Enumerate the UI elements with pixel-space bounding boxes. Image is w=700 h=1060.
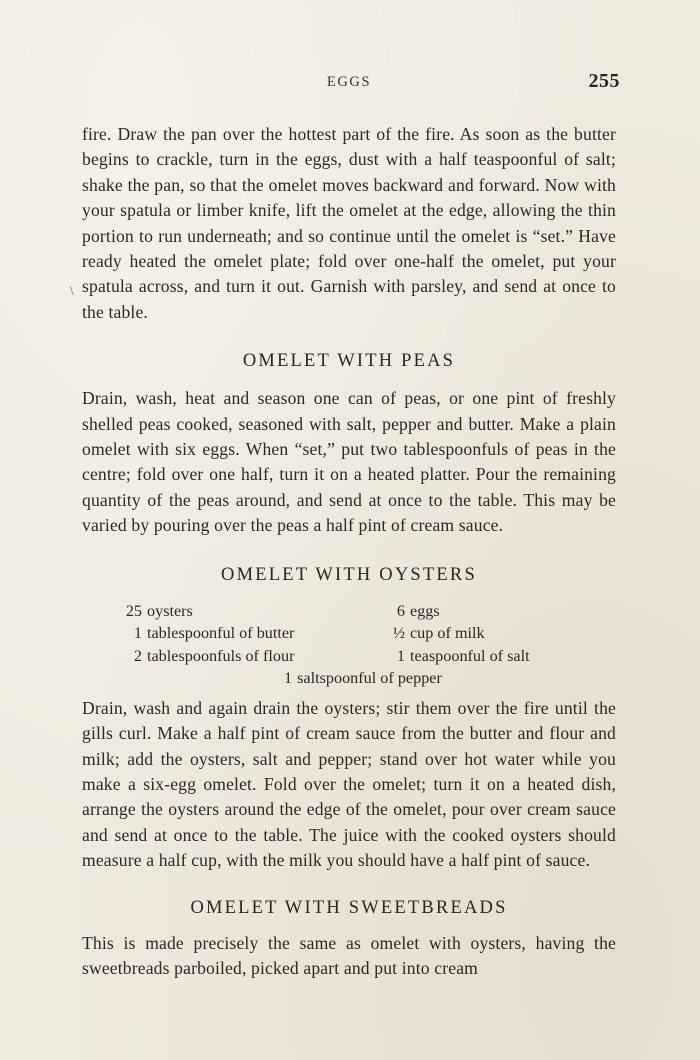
- page-number: 255: [588, 70, 620, 92]
- paragraph-sweetbreads-body: This is made precisely the same as omelet with oysters, having the sweetbreads parboiled, picked apart and put into cream: [82, 932, 616, 978]
- ingredient-name: saltspoonful of pepper: [297, 669, 442, 688]
- page-content: [82, 70, 620, 981]
- ingredient-name: teaspoonful of salt: [410, 646, 530, 665]
- running-head-title: EGGS: [326, 74, 372, 90]
- ingredient-quantity: 1: [284, 669, 293, 688]
- ingredient-row: [82, 622, 616, 645]
- ingredient-list-oysters: [82, 600, 616, 690]
- ingredient-name: cup of milk: [410, 624, 485, 643]
- running-head: [82, 70, 620, 96]
- ingredient-quantity: 1: [133, 624, 142, 643]
- ingredient-quantity: 25: [125, 601, 142, 620]
- recipe-title-omelet-with-oysters: OMELET WITH OYSTERS: [221, 564, 477, 585]
- ingredient-quantity: 1: [396, 646, 405, 665]
- ingredient-row: [82, 645, 616, 668]
- ingredient-item: [349, 622, 616, 645]
- ingredient-name: oysters: [147, 601, 193, 620]
- ingredient-quantity: ½: [392, 624, 405, 643]
- recipe-title-omelet-with-peas: OMELET WITH PEAS: [242, 351, 456, 372]
- recipe-title-omelet-with-sweetbreads: OMELET WITH SWEETBREADS: [190, 897, 508, 918]
- paragraph-omelet-continued: fire. Draw the pan over the hottest part of the fire. As soon as the butter begins to crackle, turn in the eggs, dust with a half teaspoonful of salt; shake the pan, so that the omelet moves backward and forward. Now with your spatula or limber knife, lift the omelet at the edge, allowing the thin portion to run underneath; and so continue until the omelet is “set.” Have ready heated the omelet plate; fold over one-half the omelet, put your spatula across, and turn it out. Garnish with parsley, and send at once to the table.: [82, 124, 616, 322]
- ingredient-name: tablespoonfuls of flour: [147, 646, 295, 665]
- ingredient-quantity: 6: [396, 601, 405, 620]
- ingredient-item: [82, 667, 616, 690]
- ingredient-row: [82, 600, 616, 623]
- ingredient-item: [82, 645, 349, 668]
- paragraph-peas-body: Drain, wash, heat and season one can of peas, or one pint of freshly shelled peas cooked, seasoned with salt, pepper and butter. Make a plain omelet with six eggs. When “set,” put two tablespoonfuls of peas in the centre; fold over one half, turn it on a heated platter. Pour the remaining quantity of the peas around, and send at once to the table. This may be varied by pouring over the peas a half pint of cream sauce.: [82, 388, 616, 536]
- ingredient-item: [349, 645, 616, 668]
- ingredient-item: [82, 600, 349, 623]
- margin-tick: \: [70, 283, 74, 298]
- ingredient-name: eggs: [410, 601, 440, 620]
- ingredient-name: tablespoonful of butter: [147, 624, 295, 643]
- ingredient-quantity: 2: [133, 646, 142, 665]
- ingredient-item: [349, 600, 616, 623]
- ingredient-item: [82, 622, 349, 645]
- paragraph-oysters-body: Drain, wash and again drain the oysters; stir them over the fire until the gills curl. Make a half pint of cream sauce from the butter and flour and milk; add the oysters, salt and pepper; stand over hot water while you make a six-egg omelet. Fold over the omelet; turn it on a heated dish, arrange the oysters around the edge of the omelet, pour over cream sauce and send at once to the table. The juice with the cooked oysters should measure a half cup, with the milk you should have a half pint of sauce.: [82, 697, 616, 871]
